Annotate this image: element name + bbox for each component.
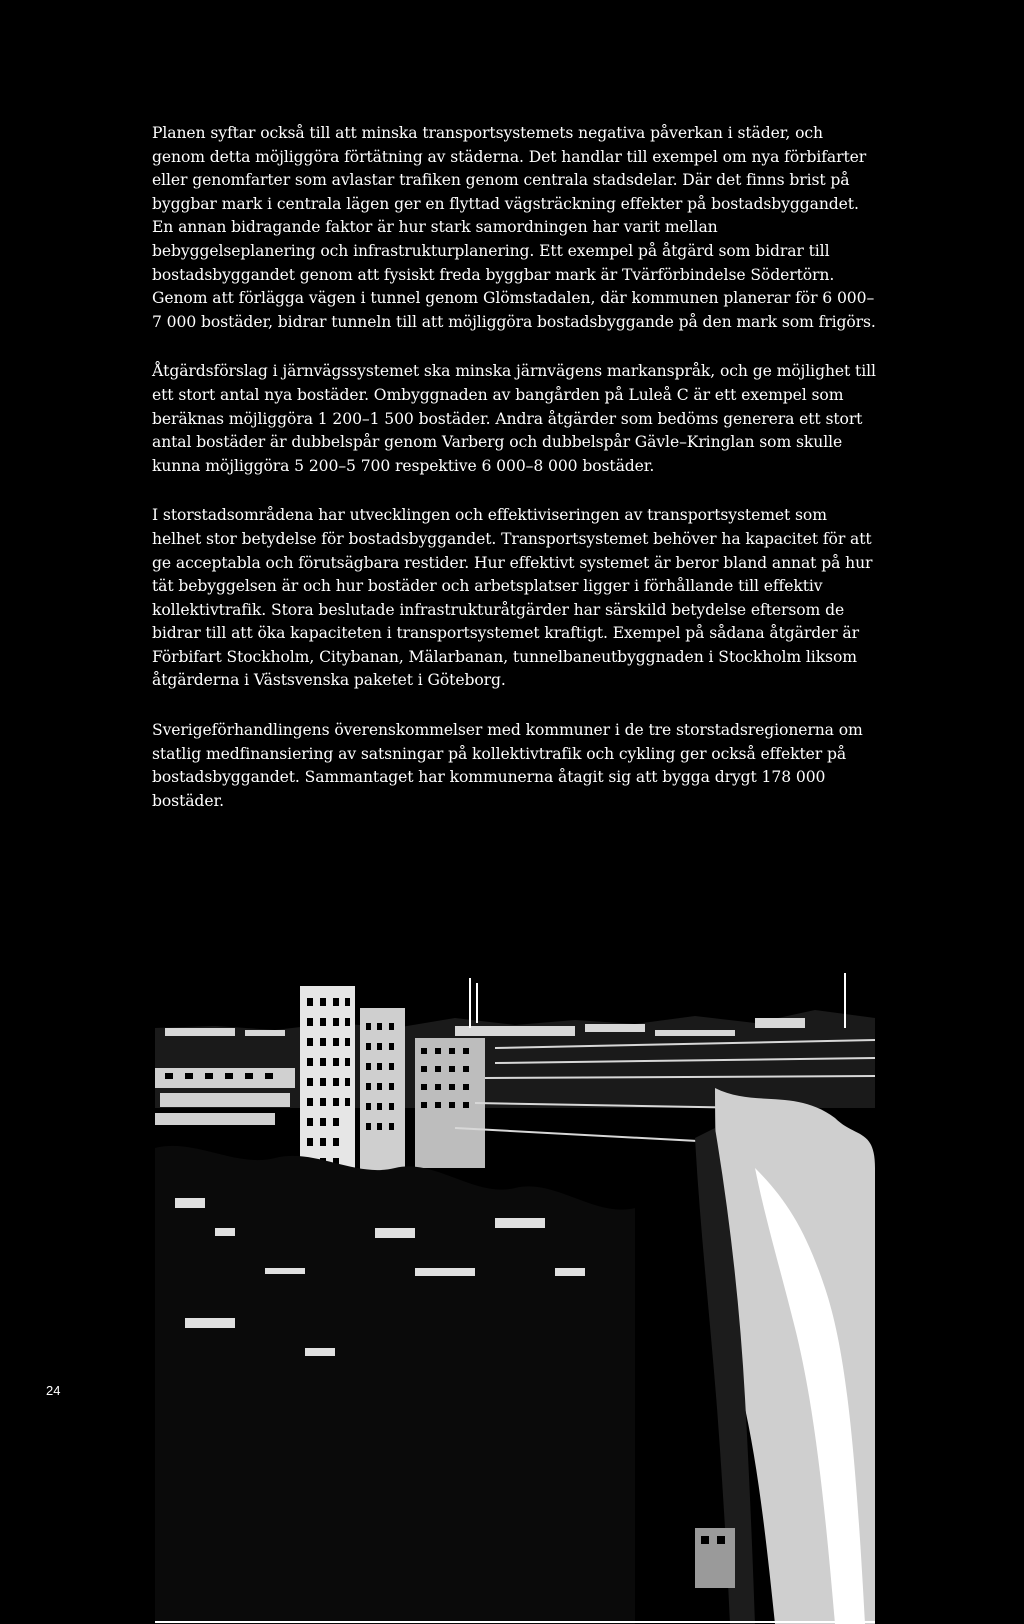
paragraph-3: I storstadsområdena har utvecklingen och effektiviseringen av transportsystemet som helhet stor betydelse för bostadsbyggandet. Transportsystemet behöver ha kapacitet för att ge acceptabla och förutsägbara restider. Hur effektivt systemet är beror bland annat på hur tät bebyggelsen är och hur bostäder och arbetsplatser ligger i förhållande till effektiv kollektivtrafik. Stora beslutade infrastrukturåtgärder har särskild betydelse eftersom de bidrar till att öka kapaciteten i transportsystemet kraftigt. Exempel på sådana åtgärder är Förbifart Stockholm, Citybanan, Mälarbanan, tunnelbaneutbyggnaden i Stockholm liksom åtgärderna i Västsvenska paketet i Göteborg. <box>152 506 873 690</box>
paragraph-2: Åtgärdsförslag i järnvägssystemet ska minska järnvägens markanspråk, och ge möjlighet till ett stort antal nya bostäder. Ombyggnaden av bangården på Luleå C är ett exempel som beräknas möjliggöra 1 200–1 500 bostäder. Andra åtgärder som bedöms generera ett stort antal bostäder är dubbelspår genom Varberg och dubbelspår Gävle–Kringlan som skulle kunna möjliggöra 5 200–5 700 respektive 6 000–8 000 bostäder. <box>152 362 876 475</box>
city-photo <box>155 968 875 1624</box>
page-number: 24 <box>46 1383 61 1398</box>
paragraph-1: Planen syftar också till att minska transportsystemets negativa påverkan i städer, och genom detta möjliggöra förtätning av städerna. Det handlar till exempel om nya förbifarter eller genomfarter som avlastar trafiken genom centrala stadsdelar. Där det finns brist på byggbar mark i centrala lägen ger en flyttad vägsträckning effekter på bostadsbyggandet. En annan bidragande faktor är hur stark samordningen har varit mellan bebyggelseplanering och infrastrukturplanering. Ett exempel på åtgärd som bidrar till bostadsbyggandet genom att fysiskt freda byggbar mark är Tvärförbindelse Södertörn. Genom att förlägga vägen i tunnel genom Glömstadalen, där kommunen planerar för 6 000–7 000 bostäder, bidrar tunneln till att möjliggöra bostadsbyggande på den mark som frigörs. <box>152 124 876 331</box>
paragraph-4: Sverigeförhandlingens överenskommelser med kommuner i de tre storstadsregionerna om statlig medfinansiering av satsningar på kollektivtrafik och cykling ger också effekter på bostadsbyggandet. Sammantaget har kommunerna åtagit sig att bygga drygt 178 000 bostäder. <box>152 721 863 810</box>
body-text <box>152 122 876 839</box>
photo-bottom-rule <box>155 1621 875 1623</box>
